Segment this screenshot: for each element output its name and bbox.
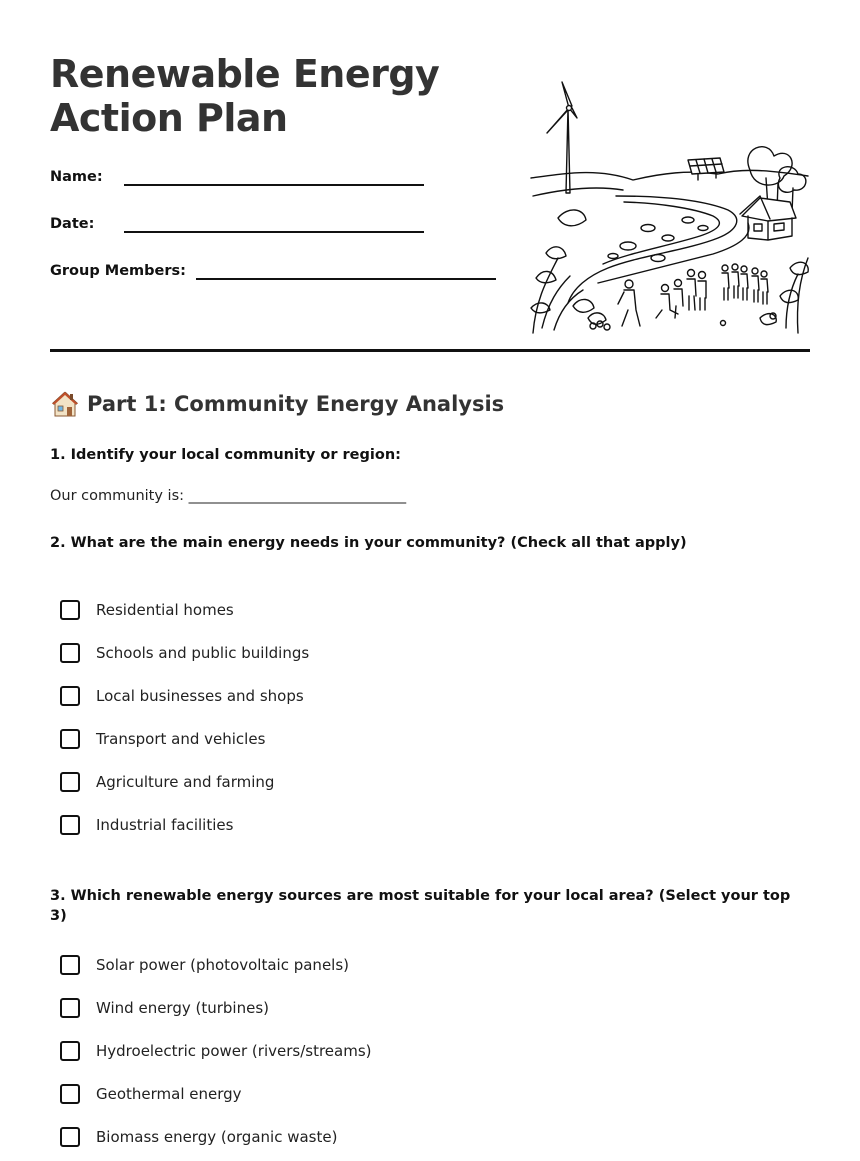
checkbox[interactable] <box>60 643 80 663</box>
renewable-source-option[interactable] <box>60 1029 372 1072</box>
checkbox[interactable] <box>60 815 80 835</box>
renewable-source-option[interactable] <box>60 943 372 986</box>
date-label: Date: <box>50 216 95 232</box>
checkbox[interactable] <box>60 600 80 620</box>
community-fill-in[interactable]: Our community is: ______________________________ <box>50 488 407 504</box>
checkbox[interactable] <box>60 998 80 1018</box>
checkbox[interactable] <box>60 1127 80 1147</box>
energy-need-option[interactable] <box>60 674 309 717</box>
part1-heading <box>50 388 504 420</box>
option-label: Geothermal energy <box>96 1084 242 1103</box>
wind-turbine <box>566 108 570 193</box>
group-members-input-line[interactable] <box>196 260 496 280</box>
part1-title: Part 1: Community Energy Analysis <box>87 392 505 416</box>
question-2: 2. What are the main energy needs in your community? (Check all that apply) <box>50 535 687 551</box>
worksheet-page <box>50 0 810 1161</box>
solar-panel <box>688 158 724 180</box>
renewable-source-option[interactable] <box>60 1072 372 1115</box>
page-title-line-1: Renewable Energy <box>50 52 440 96</box>
checkbox[interactable] <box>60 955 80 975</box>
renewable-sources-options <box>60 943 372 1158</box>
energy-need-option[interactable] <box>60 760 309 803</box>
people-group <box>618 264 768 326</box>
option-label: Wind energy (turbines) <box>96 998 269 1017</box>
option-label: Industrial facilities <box>96 815 234 834</box>
house-icon <box>50 389 80 419</box>
renewable-source-option[interactable] <box>60 986 372 1029</box>
name-input-line[interactable] <box>124 166 424 186</box>
checkbox[interactable] <box>60 772 80 792</box>
option-label: Biomass energy (organic waste) <box>96 1127 338 1146</box>
date-input-line[interactable] <box>124 213 424 233</box>
question-3: 3. Which renewable energy sources are most suitable for your local area? (Select your top 3) <box>50 888 791 924</box>
energy-need-option[interactable] <box>60 717 309 760</box>
checkbox[interactable] <box>60 686 80 706</box>
date-field <box>50 213 424 233</box>
page-title <box>50 52 439 140</box>
checkbox[interactable] <box>60 1084 80 1104</box>
option-label: Hydroelectric power (rivers/streams) <box>96 1041 372 1060</box>
energy-need-option[interactable] <box>60 631 309 674</box>
option-label: Solar power (photovoltaic panels) <box>96 955 350 974</box>
group-members-field <box>50 260 496 280</box>
checkbox[interactable] <box>60 729 80 749</box>
community-energy-illustration <box>528 78 812 336</box>
renewable-source-option[interactable] <box>60 1115 372 1158</box>
energy-need-option[interactable] <box>60 588 309 631</box>
option-label: Local businesses and shops <box>96 686 304 705</box>
energy-needs-options <box>60 588 309 846</box>
page-title-line-2: Action Plan <box>50 96 288 140</box>
option-label: Schools and public buildings <box>96 643 310 662</box>
name-field <box>50 166 424 186</box>
group-members-label: Group Members: <box>50 263 186 279</box>
option-label: Residential homes <box>96 600 234 619</box>
name-label: Name: <box>50 169 103 185</box>
option-label: Agriculture and farming <box>96 772 275 791</box>
checkbox[interactable] <box>60 1041 80 1061</box>
header-divider <box>50 349 810 352</box>
question-1: 1. Identify your local community or region: <box>50 447 401 463</box>
energy-need-option[interactable] <box>60 803 309 846</box>
option-label: Transport and vehicles <box>96 729 266 748</box>
